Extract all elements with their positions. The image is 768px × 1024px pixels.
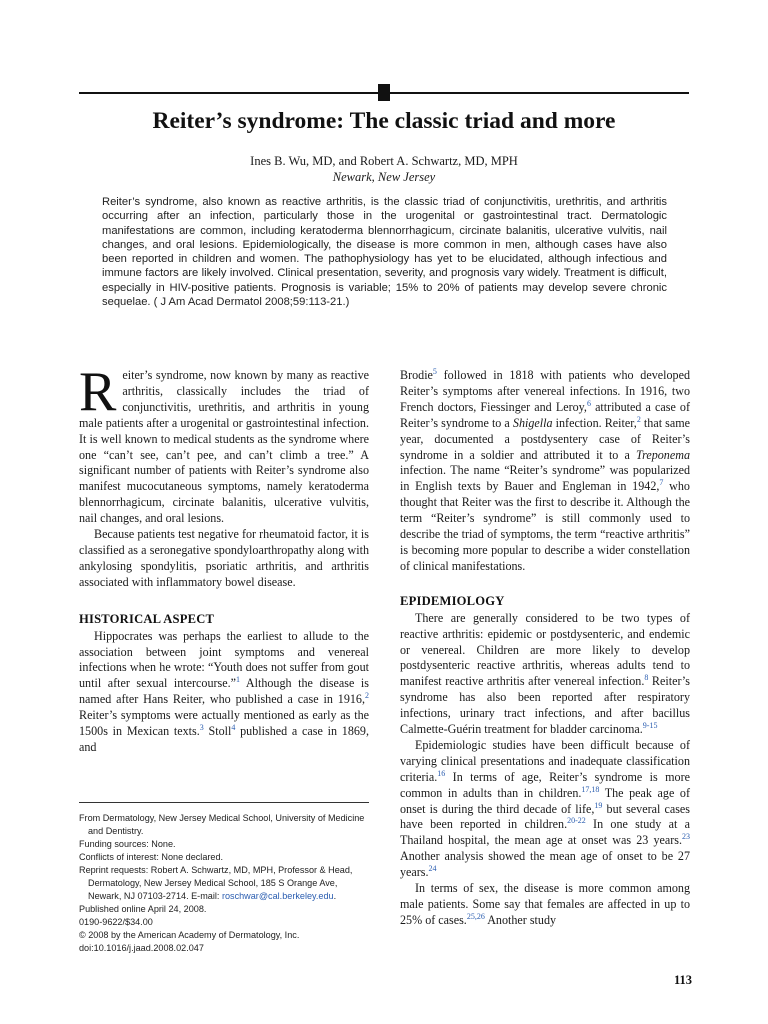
epidemiology-paragraph-3 [400, 881, 690, 929]
reprint-tail: . [333, 891, 337, 901]
citation-link[interactable]: 17,18 [581, 784, 600, 794]
header-rule-marker [378, 84, 390, 101]
p2-text-a: There are generally considered to be two types of reactive arthritis: epidemic or postdysenteric, and endemic or venereal. Children are more likely to develop postdysenteric reactive arthritis, whereas adults tend to manifest reactive arthritis after venereal infection. [400, 610, 690, 689]
footnote-published: Published online April 24, 2008. [79, 904, 207, 914]
italic-term-treponema: Treponema [636, 447, 690, 462]
citation-link[interactable]: 24 [428, 864, 437, 874]
right-column [400, 368, 690, 929]
p3-text-f: Another analysis showed the mean age of onset to be 27 years. [400, 849, 690, 880]
p1-text-e: that same year, documented a postdysentery case of Reiter’s syndrome in a soldier and attributed it to a [400, 415, 690, 462]
intro-paragraph-2: Because patients test negative for rheumatoid factor, it is classified as a seronegative spondyloarthropathy along with ankylosing spondylitis, psoriatic arthritis, and arthritis associated with inflammatory bowel disease. [79, 527, 369, 589]
p3-text-c: The peak age of onset is during the third decade of life, [400, 785, 690, 816]
intro-text-1: eiter’s syndrome, now known by many as reactive arthritis, classically includes the triad of conjunctivitis, urethritis, and arthritis in young male patients after a urogenital or gastrointestinal infection. It is well known to medical students as the syndrome where one “can’t see, can’t pee, and can’t climb a tree.” A significant number of patients with Reiter’s syndrome also manifest mucocutaneous symptoms, namely keratoderma blennorrhagicum, circinate balanitis, ulcerative vulvitis, nail changes, and oral lesions. [79, 368, 369, 526]
footnote-reprint [79, 864, 369, 903]
citation-link[interactable]: 2 [636, 414, 641, 424]
intro-paragraph-1 [79, 361, 369, 527]
article-affiliation: Newark, New Jersey [332, 170, 436, 184]
citation-link[interactable]: 19 [594, 800, 603, 810]
citation-link[interactable]: 2 [365, 691, 369, 701]
p1-text-c: attributed a case of Reiter’s syndrome to a [400, 399, 690, 430]
section-heading-historical: HISTORICAL ASPECT [79, 611, 215, 626]
p2-text-b: Reiter’s syndrome has also been reported after respiratory infections, urinary tract infections, and after bacillus Calmette-Guérin treatment for bladder carcinoma. [400, 674, 690, 737]
historical-paragraph [79, 629, 369, 756]
history-continued-paragraph [400, 368, 690, 575]
citation-link[interactable]: 1 [236, 675, 240, 685]
article-title: Reiter’s syndrome: The classic triad and more [152, 108, 616, 134]
hist-text-b: Although the disease is named after Hans Reiter, who published a case in 1916, [79, 676, 369, 707]
p4-text-b: Another study [484, 912, 557, 927]
p3-text-d: but several cases have been reported in children. [400, 801, 690, 832]
epidemiology-paragraph-2 [400, 738, 690, 881]
citation-link[interactable]: 25,26 [466, 911, 485, 921]
p1-text-a: Brodie [400, 368, 433, 382]
footnote-doi[interactable]: doi:10.1016/j.jaad.2008.02.047 [79, 943, 204, 953]
p3-text-a: Epidemiologic studies have been difficult because of varying clinical presentations and inadequate classification criteria. [400, 737, 690, 784]
abstract: Reiter’s syndrome, also known as reactive arthritis, is the classic triad of conjunctivitis, urethritis, and arthritis occurring after an infection, particularly those in the urogenital or gastrointestinal tract. Dermatologic manifestations are common, including keratoderma blennorrhagicum, circinate balanitis, ulcerative vulvitis, nail changes, and oral lesions. Epidemiologically, the disease is more common in men, although cases have also been reported in children and women. The pathophysiology has yet to be elucidated, although infectious and immune factors are likely involved. Clinical presentation, severity, and prognosis vary widely. Treatment is difficult, especially in HIV-positive patients. Prognosis is variable; 15% to 20% of patients may develop severe chronic sequelae. ( J Am Acad Dermatol 2008;59:113-21.) [102, 196, 667, 309]
citation-link[interactable]: 3 [199, 723, 204, 733]
p1-text-g: who thought that Reiter was the first to describe it. Although the term “Reiter’s syndrome” is still commonly used to describe the triad of symptoms, the term “reactive arthritis” is becoming more popular to describe a wider constellation of clinical manifestations. [400, 479, 690, 573]
citation-link[interactable]: 5 [432, 367, 437, 376]
drop-cap: R [79, 361, 117, 423]
footnote-rule [79, 802, 369, 803]
p3-text-e: In one study at a Thailand hospital, the mean age at onset was 23 years. [400, 817, 690, 848]
p1-text-b: followed in 1818 with patients who developed Reiter’s symptoms after venereal infections. In 1916, two French doctors, Fiessinger and Leroy, [400, 368, 690, 414]
hist-text-e: published a case in 1869, and [79, 724, 369, 754]
footnote-copyright: © 2008 by the American Academy of Dermatology, Inc. [79, 930, 300, 940]
email-link[interactable]: roschwar@cal.berkeley.edu [221, 891, 334, 901]
page-number: 113 [673, 973, 692, 987]
hist-text-d: Stoll [203, 724, 232, 739]
citation-link[interactable]: 8 [644, 673, 649, 683]
footnote-funding: Funding sources: None. [79, 839, 176, 849]
p3-text-b: In terms of age, Reiter’s syndrome is more common in adults than in children. [400, 769, 690, 800]
left-column [79, 361, 369, 756]
citation-link[interactable]: 4 [231, 723, 236, 733]
citation-link[interactable]: 23 [682, 832, 690, 842]
hist-text-c: Reiter’s symptoms were actually mentioned as early as the 1500s in Mexican texts. [79, 708, 369, 739]
footnote-affiliation: From Dermatology, New Jersey Medical School, University of Medicine and Dentistry. [79, 813, 365, 836]
p1-text-d: infection. Reiter, [552, 415, 637, 430]
citation-link[interactable]: 9-15 [642, 721, 658, 731]
footnote-issn: 0190-9622/$34.00 [79, 917, 153, 927]
citation-link[interactable]: 16 [437, 768, 446, 778]
section-heading-epidemiology: EPIDEMIOLOGY [400, 593, 505, 608]
footnotes [79, 812, 369, 955]
italic-term-shigella: Shigella [512, 415, 553, 430]
citation-link[interactable]: 6 [586, 398, 591, 408]
p4-text-a: In terms of sex, the disease is more common among male patients. Some say that females are affected in up to 25% of cases. [400, 881, 690, 927]
epidemiology-paragraph-1 [400, 611, 690, 738]
citation-link[interactable]: 20-22 [567, 816, 586, 826]
p1-text-f: infection. The name “Reiter’s syndrome” was popularized in English texts by Bauer and Engleman in 1942, [400, 463, 690, 494]
citation-link[interactable]: 7 [659, 478, 664, 488]
article-authors: Ines B. Wu, MD, and Robert A. Schwartz, MD, MPH [250, 154, 518, 168]
hist-text-a: Hippocrates was perhaps the earliest to allude to the association between joint symptoms and venereal infections when he wrote: “Youth does not suffer from gout until after sexual intercourse.” [79, 628, 369, 691]
reprint-text: Reprint requests: Robert A. Schwartz, MD, MPH, Professor & Head, Dermatology, New Jersey Medical School, 185 S Orange Ave, Newark, NJ 07103-2714. E-mail: [79, 865, 353, 901]
footnote-conflicts: Conflicts of interest: None declared. [79, 852, 224, 862]
